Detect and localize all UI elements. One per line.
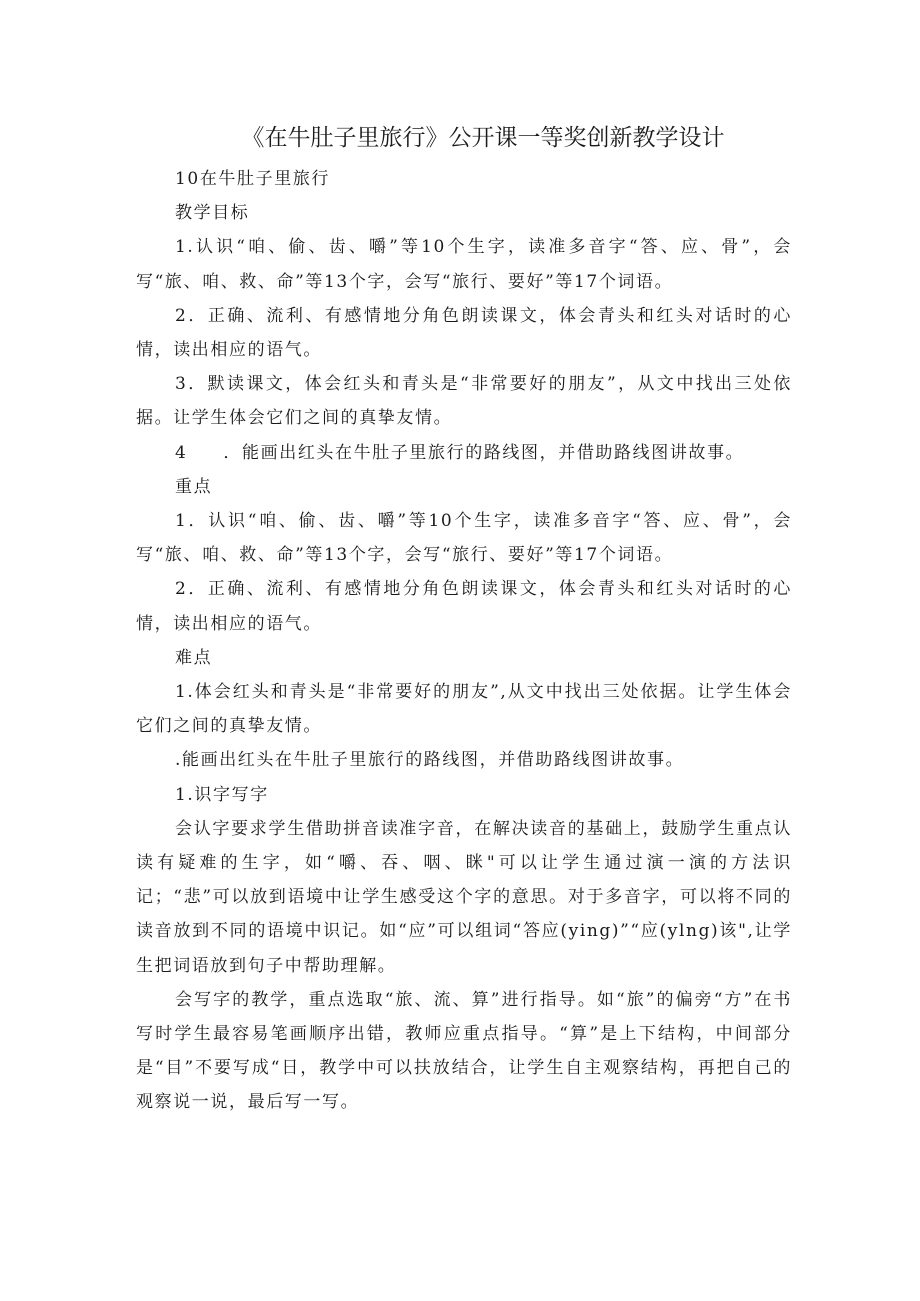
keypoints-heading: 重点 xyxy=(175,476,213,497)
difficulty-paragraph: 1.体会红头和青头是“非常要好的朋友”,从文中找出三处依据。让学生体会它们之间的真挚友情。 xyxy=(136,682,792,737)
difficulties-heading: 难点 xyxy=(175,647,213,668)
objectives-heading: 教学目标 xyxy=(175,203,250,224)
objective-4-number: 4 xyxy=(175,442,188,463)
difficulty-paragraph: .能画出红头在牛肚子里旅行的路线图，并借助路线图讲故事。 xyxy=(175,750,685,771)
body-paragraph: 会认字要求学生借助拼音读准字音，在解决读音的基础上，鼓励学生重点认读有疑难的生字，如“嚼、吞、咽、眯"可以让学生通过演一演的方法识记；“悲”可以放到语境中让学生感受这个字的意思。对于多音字，可以将不同的读音放到不同的语境中识记。如“应”可以组词“答应(ying)”“应(ylng)该",让学生把词语放到句子中帮助理解。 xyxy=(136,818,792,976)
objective-paragraph: 1.认识“咱、偷、齿、嚼”等10个生字，读准多音字“答、应、骨”，会写“旅、咱、救、命”等13个字，会写“旅行、要好”等17个词语。 xyxy=(136,237,792,292)
section-heading: 1.识字写字 xyxy=(175,784,269,805)
document-title: 《在牛肚子里旅行》公开课一等奖创新教学设计 xyxy=(241,125,725,151)
keypoint-paragraph: 2．正确、流利、有感情地分角色朗读课文，体会青头和红头对话时的心情，读出相应的语气。 xyxy=(136,579,792,634)
objective-paragraph: 2．正确、流利、有感情地分角色朗读课文，体会青头和红头对话时的心情，读出相应的语气。 xyxy=(136,305,792,361)
keypoint-paragraph: 1．认识“咱、偷、齿、嚼”等10个生字，读准多音字“答、应、骨”，会写“旅、咱、救、命”等13个字，会写“旅行、要好”等17个词语。 xyxy=(136,511,792,566)
lesson-line: 10在牛肚子里旅行 xyxy=(175,169,331,189)
objective-paragraph: 3．默读课文，体会红头和青头是“非常要好的朋友”，从文中找出三处依据。让学生体会它们之间的真挚友情。 xyxy=(136,374,792,429)
body-paragraph: 会写字的教学，重点选取“旅、流、算”进行指导。如“旅”的偏旁“方”在书写时学生最容易笔画顺序出错，教师应重点指导。“算”是上下结构，中间部分是“目”不要写成“日，教学中可以扶放结合，让学生自主观察结构，再把自己的观察说一说，最后写一写。 xyxy=(136,989,792,1113)
objective-4-text: ．能画出红头在牛肚子里旅行的路线图，并借助路线图讲故事。 xyxy=(223,442,745,463)
document-body xyxy=(136,162,792,1120)
objective-paragraph xyxy=(136,436,792,470)
